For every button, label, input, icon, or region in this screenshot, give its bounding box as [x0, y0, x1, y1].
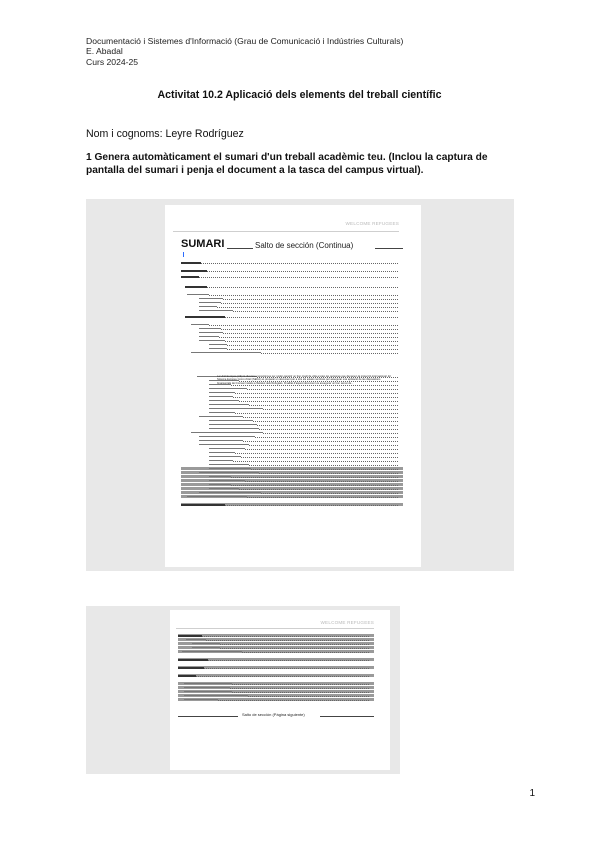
toc-leader — [196, 674, 369, 677]
toc-entry-text — [199, 310, 233, 311]
toc-leader — [223, 297, 398, 300]
toc-row — [178, 674, 374, 677]
toc-entry-text — [199, 306, 217, 307]
toc-entry-text — [199, 444, 249, 445]
toc-entry-text — [178, 667, 204, 669]
toc-leader — [230, 686, 369, 689]
toc-entries — [181, 261, 403, 561]
toc-row — [181, 399, 403, 402]
toc-row — [181, 435, 403, 438]
toc-entry-text — [209, 452, 235, 453]
toc-leader — [239, 487, 398, 490]
toc-entry-text — [209, 468, 251, 469]
toc-entry-text — [185, 286, 207, 288]
toc-leader — [204, 666, 369, 669]
toc-leader — [220, 646, 369, 649]
toc-entry-text — [187, 496, 247, 497]
toc-leader — [249, 403, 398, 406]
toc-entry-text — [181, 270, 207, 272]
toc-row — [181, 451, 403, 454]
section-break-rule-left — [178, 716, 238, 717]
toc-leader — [249, 463, 398, 466]
toc-leader — [235, 451, 398, 454]
toc-entry-text — [209, 484, 231, 485]
student-name: Nom i cognoms: Leyre Rodríguez — [86, 128, 244, 140]
toc-leader — [218, 698, 369, 701]
toc-leader — [223, 331, 398, 334]
toc-leader — [231, 475, 398, 478]
toc-entry-text — [209, 404, 249, 405]
toc-row — [181, 331, 403, 334]
section-break-rule-right — [320, 716, 374, 717]
toc-row — [181, 301, 403, 304]
toc-leader — [231, 483, 398, 486]
toc-row — [181, 391, 403, 394]
watermark-text: WELCOME REFUGEES — [345, 221, 399, 226]
toc-entry-text — [191, 352, 261, 353]
toc-entry-text — [186, 639, 206, 640]
toc-entry-text — [209, 400, 239, 401]
toc-leader — [255, 435, 398, 438]
toc-leader — [235, 391, 398, 394]
toc-leader — [233, 459, 398, 462]
toc-leader — [221, 301, 398, 304]
toc-row — [181, 315, 403, 318]
toc-row — [181, 339, 403, 342]
toc-row — [181, 261, 403, 264]
section-break-label: Salto de sección (Página siguiente) — [242, 712, 305, 717]
toc-entry-text — [209, 388, 247, 389]
toc-leader — [217, 305, 398, 308]
watermark-text: WELCOME REFUGEES — [320, 620, 374, 625]
toc-leader — [227, 343, 398, 346]
toc-row — [181, 427, 403, 430]
toc-row — [178, 686, 374, 689]
toc-entry-text — [209, 344, 227, 345]
toc-page-2 — [170, 610, 390, 770]
toc-entry-text — [199, 328, 221, 329]
toc-row — [181, 423, 403, 426]
toc-leader — [207, 285, 398, 288]
toc-entry-text — [199, 436, 255, 437]
toc-row — [181, 443, 403, 446]
toc-row — [181, 351, 403, 354]
toc-entry-text — [209, 448, 245, 449]
toc-entry-text — [209, 424, 257, 425]
section-break-label: Salto de sección (Continua) — [255, 241, 354, 250]
toc-row — [181, 403, 403, 406]
toc-leader — [227, 347, 398, 350]
toc-entry-text — [178, 635, 202, 637]
toc-row — [181, 411, 403, 414]
toc-entry-text — [187, 294, 209, 295]
toc-entry-text — [199, 492, 261, 493]
toc-entry-text — [199, 332, 223, 333]
toc-row — [181, 475, 403, 478]
toc-entry-text — [181, 504, 225, 506]
toc-row — [181, 491, 403, 494]
toc-row — [178, 650, 374, 653]
toc-leader — [239, 399, 398, 402]
toc-entry-text — [184, 691, 232, 692]
toc-leader — [242, 650, 369, 653]
toc-leader — [245, 479, 398, 482]
toc-leader — [261, 491, 398, 494]
toc-leader — [219, 335, 398, 338]
toc-row — [181, 323, 403, 326]
toc-entry-text — [209, 420, 253, 421]
toc-leader — [209, 323, 398, 326]
toc-leader — [225, 315, 398, 318]
toc-row — [181, 309, 403, 312]
toc-row — [181, 293, 403, 296]
toc-entry-text — [199, 298, 223, 299]
toc-leader — [248, 694, 369, 697]
toc-entry-text — [178, 675, 196, 677]
toc-row — [181, 415, 403, 418]
toc-row — [181, 407, 403, 410]
toc-row — [181, 439, 403, 442]
toc-leader — [233, 309, 398, 312]
toc-row — [178, 642, 374, 645]
toc-row — [181, 467, 403, 470]
toc-entry-text — [191, 324, 209, 325]
toc-entry-text — [199, 440, 243, 441]
toc-leader — [259, 471, 398, 474]
toc-paragraph: La Unió Europea (UE) té diversos mecanismes per poder garantir un bon nivell de vida a totes les persones que demanen la protecció internacional. El Sistema Europeu Comú d'Asil (SECA) es preparar un document per a tots els estats membres per assegurar una aplicació de les disposicions fonamentals del Conveni relatiu a l'Estatut dels Refugiats. Finalitat d'aquest document és assegurar un bon servei de... — [217, 375, 391, 385]
toc-row — [181, 455, 403, 458]
toc-row — [178, 694, 374, 697]
section-break-rule-right — [375, 248, 403, 249]
toc-row — [181, 503, 403, 506]
toc-leader — [233, 395, 398, 398]
toc-leader — [257, 423, 398, 426]
toc-leader — [249, 443, 398, 446]
header-author: E. Abadal — [86, 46, 123, 57]
toc-row — [178, 634, 374, 637]
toc-leader — [232, 690, 369, 693]
toc-entry-text — [209, 464, 249, 465]
toc-leader — [235, 411, 398, 414]
text-cursor — [183, 252, 184, 257]
toc-row — [181, 269, 403, 272]
toc-row — [181, 395, 403, 398]
toc-leader — [207, 269, 398, 272]
toc-leader — [225, 339, 398, 342]
toc-row — [181, 275, 403, 278]
toc-row — [181, 487, 403, 490]
toc-leader — [263, 407, 398, 410]
toc-entry-text — [209, 392, 235, 393]
toc-leader — [208, 658, 369, 661]
toc-entry-text — [209, 460, 233, 461]
toc-entry-text — [199, 340, 225, 341]
header-course: Documentació i Sistemes d'Informació (Grau de Comunicació i Indústries Culturals) — [86, 36, 404, 46]
toc-entry-text — [184, 695, 248, 696]
toc-row — [178, 698, 374, 701]
toc-entry-text — [184, 699, 218, 700]
toc-entry-text — [182, 651, 242, 652]
toc-screenshot-1 — [86, 199, 514, 571]
toc-leader — [245, 447, 398, 450]
toc-page-1 — [165, 205, 421, 567]
toc-row — [181, 327, 403, 330]
toc-row — [178, 666, 374, 669]
toc-entry-text — [209, 396, 233, 397]
toc-row — [181, 419, 403, 422]
toc-entry-text — [199, 416, 243, 417]
toc-entry-text — [209, 456, 241, 457]
toc-row — [181, 343, 403, 346]
watermark-rule — [176, 628, 374, 629]
toc-leader — [241, 455, 398, 458]
toc-entry-text — [192, 643, 220, 644]
toc-row — [181, 459, 403, 462]
activity-title: Activitat 10.2 Aplicació dels elements del treball científic — [157, 89, 442, 101]
toc-row — [181, 431, 403, 434]
toc-leader — [201, 261, 398, 264]
toc-entry-text — [209, 408, 263, 409]
toc-entry-text — [184, 687, 230, 688]
toc-entry-text — [191, 432, 263, 433]
toc-leader — [209, 293, 398, 296]
toc-entry-text — [192, 647, 220, 648]
section-break-rule-left — [227, 248, 253, 249]
toc-row — [181, 463, 403, 466]
toc-row — [178, 646, 374, 649]
question-text: 1 Genera automàticament el sumari d'un treball acadèmic teu. (Inclou la captura de pantalla del sumari i penja el document a la tasca del campus virtual). — [86, 152, 488, 176]
document-header — [86, 36, 403, 67]
toc-leader — [202, 634, 369, 637]
header-year: Curs 2024-25 — [86, 56, 139, 67]
toc-entry-text — [184, 683, 232, 684]
toc-row — [181, 471, 403, 474]
toc-row — [178, 638, 374, 641]
toc-entry-text — [181, 276, 199, 278]
toc-leader — [251, 467, 398, 470]
toc-entry-text — [209, 428, 259, 429]
toc-row — [178, 658, 374, 661]
toc-leader — [247, 495, 398, 498]
toc-leader — [206, 638, 369, 641]
toc-row — [181, 285, 403, 288]
toc-row — [181, 347, 403, 350]
toc-leader — [220, 642, 369, 645]
toc-leader — [247, 387, 398, 390]
toc-entry-text — [199, 336, 219, 337]
toc-entry-text — [209, 476, 231, 477]
toc-screenshot-2 — [86, 606, 400, 774]
toc-leader — [221, 327, 398, 330]
toc-leader — [253, 419, 398, 422]
toc-entry-text — [209, 348, 227, 349]
watermark-rule — [173, 231, 399, 232]
toc-leader — [225, 503, 398, 506]
toc-row — [181, 479, 403, 482]
toc-leader — [263, 431, 398, 434]
toc-entry-text — [178, 659, 208, 661]
toc-entry-text — [181, 262, 201, 264]
toc-leader — [232, 682, 369, 685]
toc-row — [181, 387, 403, 390]
toc-entry-text — [209, 488, 239, 489]
toc-entry-text — [209, 480, 245, 481]
toc-leader — [259, 427, 398, 430]
toc-row — [181, 305, 403, 308]
toc-row — [181, 335, 403, 338]
toc-entry-text — [185, 316, 225, 318]
toc-heading: SUMARI — [181, 238, 225, 250]
toc-entry-text — [199, 302, 221, 303]
toc-leader — [243, 415, 398, 418]
toc-entry-text — [209, 412, 235, 413]
toc-entry-text — [199, 472, 259, 473]
toc-row — [181, 495, 403, 498]
toc-row — [178, 690, 374, 693]
toc-leader — [243, 439, 398, 442]
toc-leader — [261, 351, 398, 354]
toc-row — [181, 297, 403, 300]
toc-leader — [199, 275, 398, 278]
toc-row — [181, 483, 403, 486]
page-number: 1 — [529, 788, 535, 799]
toc-row — [178, 682, 374, 685]
toc-row — [181, 447, 403, 450]
